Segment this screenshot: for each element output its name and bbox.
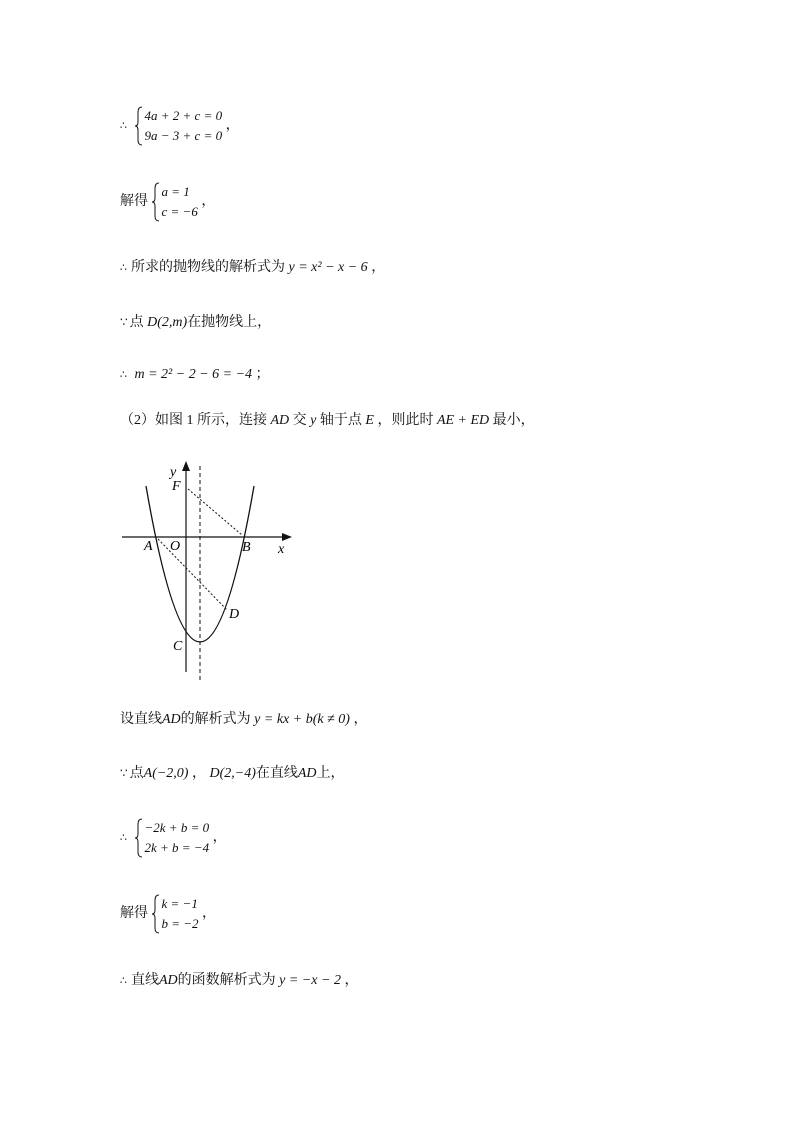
formula: m = 2² − 2 − 6 = −4: [134, 367, 253, 382]
point-d-line: [120, 313, 271, 332]
formula: AE + ED: [436, 413, 490, 428]
label-b: B: [242, 540, 251, 555]
x-axis-arrow-icon: [282, 533, 292, 541]
because-symbol: ∵: [120, 315, 128, 329]
punctuation: ，: [371, 260, 386, 275]
formula: AD: [297, 766, 317, 781]
solution-system-2: [120, 894, 216, 934]
therefore-symbol: ∴: [120, 831, 127, 845]
label-f: F: [172, 479, 181, 494]
punctuation: ，: [201, 194, 216, 210]
text: 设直线: [120, 712, 162, 727]
label-y: y: [170, 465, 177, 480]
punctuation: ，: [212, 830, 227, 846]
therefore-symbol: ∴: [120, 119, 127, 133]
solve-label: 解得: [120, 906, 148, 922]
text: 点: [129, 315, 144, 330]
text: ，则此时: [377, 413, 434, 428]
equation-row: 4a + 2 + c = 0: [144, 108, 223, 123]
text: 直线: [131, 973, 159, 988]
formula: y = x² − x − 6: [288, 260, 368, 275]
text: 的函数解析式为: [177, 973, 276, 988]
punctuation: ；: [255, 367, 270, 382]
line-ad-setup: [120, 711, 367, 729]
equation-system: [135, 106, 223, 146]
formula: D(2,−4): [209, 766, 256, 781]
punctuation: ，: [344, 973, 359, 988]
punctuation: ，: [202, 906, 217, 922]
part2-line: [120, 412, 535, 430]
equation-row: −2k + b = 0: [144, 820, 210, 835]
formula: y: [310, 413, 317, 428]
punctuation: ，: [353, 712, 368, 727]
formula: A(−2,0): [143, 766, 189, 781]
equation-row: b = −2: [161, 916, 199, 931]
punctuation: ，: [191, 766, 206, 781]
segment-ad: [158, 539, 227, 610]
formula: D(2,m): [147, 315, 188, 330]
label-d: D: [229, 607, 240, 622]
punctuation: ，: [225, 118, 240, 134]
formula: AD: [162, 712, 181, 727]
brace-icon: [152, 182, 160, 222]
label-a: A: [144, 539, 153, 554]
text: 在直线: [255, 766, 298, 781]
y-axis-arrow-icon: [182, 461, 190, 471]
therefore-symbol: ∴: [120, 974, 127, 987]
line-ad-expression: [120, 972, 358, 990]
text: 的解析式为: [180, 712, 251, 727]
label-c: C: [173, 639, 183, 654]
points-on-line: [120, 764, 345, 783]
m-value-line: [120, 366, 270, 384]
segment-fb: [188, 489, 242, 535]
formula: AD: [159, 973, 178, 988]
brace-icon: [152, 894, 160, 934]
label-o: O: [170, 539, 181, 554]
equation-row: k = −1: [161, 896, 198, 911]
equation-system: [152, 182, 198, 222]
formula: y = −x − 2: [279, 973, 341, 988]
label-x: x: [278, 542, 285, 557]
formula: y = kx + b(k ≠ 0): [254, 712, 350, 727]
because-symbol: ∵: [120, 766, 128, 780]
text: 点: [129, 766, 144, 781]
formula: E: [365, 413, 374, 428]
equation-system-1: [120, 106, 240, 146]
equation-system: [135, 818, 210, 858]
solution-system-1: [120, 182, 215, 222]
equation-row: a = 1: [161, 184, 190, 199]
equation-row: 9a − 3 + c = 0: [144, 128, 223, 143]
text: 上，: [316, 766, 345, 781]
text: 最小，: [492, 413, 535, 428]
solve-label: 解得: [120, 194, 148, 210]
therefore-symbol: ∴: [120, 368, 127, 381]
equation-row: c = −6: [161, 204, 198, 219]
equation-system-2: [120, 818, 227, 858]
equation-row: 2k + b = −4: [144, 840, 210, 855]
text: 在抛物线上，: [187, 315, 272, 330]
brace-icon: [135, 818, 143, 858]
text: 轴于点: [319, 413, 362, 428]
equation-system: [152, 894, 199, 934]
brace-icon: [135, 106, 143, 146]
text: 交: [292, 413, 307, 428]
formula: AD: [270, 413, 290, 428]
text: （2）如图 1 所示，连接: [120, 413, 267, 428]
parabola-figure: [118, 458, 298, 683]
therefore-symbol: ∴: [120, 261, 127, 274]
parabola-expression-line: [120, 259, 385, 277]
text: 所求的抛物线的解析式为: [131, 260, 285, 275]
